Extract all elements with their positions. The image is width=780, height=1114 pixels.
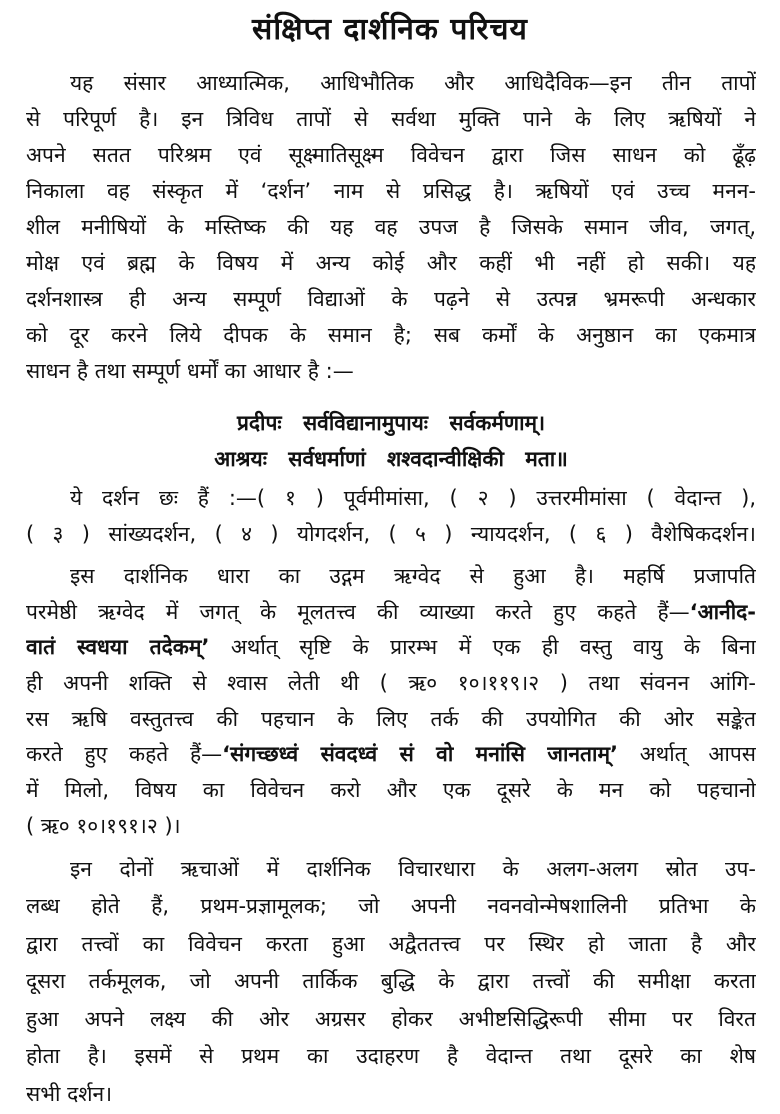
text-line: अपने सतत परिश्रम एवं सूक्ष्मातिसूक्ष्म विवेचन द्वारा जिस साधन को ढूँढ़ bbox=[26, 143, 756, 167]
text-line: इन दोनों ऋचाओं में दार्शनिक विचारधारा के अलग-अलग स्रोत उप- bbox=[70, 856, 756, 881]
text-segment: करते हुए कहते हैं— bbox=[26, 742, 223, 767]
text-line: रस ऋषि वस्तुतत्त्व की पहचान के लिए तर्क की उपयोगित की ओर सङ्केत bbox=[26, 706, 756, 731]
text-line: लब्ध होते हैं, प्रथम-प्रज्ञामूलक; जो अपनी नवनवोन्मेषशालिनी प्रतिभा के bbox=[26, 894, 756, 919]
quote-bold: ‘संगच्छध्वं संवदध्वं सं वो मनांसि जानताम्’ bbox=[222, 742, 618, 767]
text-line: में मिलो, विषय का विवेचन करो और एक दूसरे के मन को पहचानो bbox=[26, 778, 756, 803]
quote-bold: वातं स्वधया तदेकम्’ bbox=[26, 635, 210, 660]
text-line: ( ३ ) सांख्यदर्शन, ( ४ ) योगदर्शन, ( ५ ) न्यायदर्शन, ( ६ ) वैशेषिकदर्शन। bbox=[26, 522, 756, 546]
text-line bbox=[26, 630, 756, 666]
text-line: से परिपूर्ण है। इन त्रिविध तापों से सर्वथा मुक्ति पाने के लिए ऋषियों ने bbox=[26, 107, 756, 131]
page-title: संक्षिप्त दार्शनिक परिचय bbox=[252, 12, 528, 47]
paragraph-origin bbox=[0, 559, 780, 845]
text-segment: परमेष्ठी ऋग्वेद में जगत् के मूलतत्त्व की व्याख्या करते हुए कहते हैं— bbox=[26, 599, 690, 624]
text-line: शील मनीषियों के मस्तिष्क की यह वह उपज है जिसके समान जीव, जगत्, bbox=[26, 215, 756, 239]
text-segment: अर्थात् सृष्टि के प्रारम्भ में एक ही वस्तु वायु के बिना bbox=[209, 635, 756, 660]
text-line: हुआ अपने लक्ष्य की ओर अग्रसर होकर अभीष्टसिद्धिरूपी सीमा पर विरत bbox=[26, 1006, 756, 1031]
text-line: द्वारा तत्त्वों का विवेचन करता हुआ अद्वैततत्त्व पर स्थिर हो जाता है और bbox=[26, 931, 756, 956]
text-line: को दूर करने लिये दीपक के समान है; सब कर्मों के अनुष्ठान का एकमात्र bbox=[26, 323, 756, 347]
text-segment: अर्थात् आपस bbox=[618, 742, 756, 767]
text-line: दर्शनशास्त्र ही अन्य सम्पूर्ण विद्याओं के पढ़ने से उत्पन्न भ्रमरूपी अन्धकार bbox=[26, 287, 756, 311]
paragraph-two-streams bbox=[0, 851, 780, 1114]
text-line: यह संसार आध्यात्मिक, आधिभौतिक और आधिदैविक—इन तीन तापों bbox=[70, 71, 756, 95]
text-line: ( ऋ० १०।१९१।२ )। bbox=[26, 813, 181, 838]
paragraph-intro bbox=[0, 65, 780, 389]
text-line: इस दार्शनिक धारा का उद्गम ऋग्वेद से हुआ है। महर्षि प्रजापति bbox=[70, 564, 756, 588]
quote-bold: ‘आनीद- bbox=[689, 599, 756, 624]
text-line: सभी दर्शन। bbox=[26, 1082, 113, 1107]
text-line: साधन है तथा सम्पूर्ण धर्मों का आधार है :— bbox=[26, 359, 354, 383]
sanskrit-verse bbox=[0, 405, 780, 477]
text-line: मोक्ष एवं ब्रह्म के विषय में अन्य कोई और कहीं भी नहीं हो सकी। यह bbox=[26, 251, 756, 275]
text-line bbox=[26, 737, 756, 773]
text-line: ही अपनी शक्ति से श्वास लेती थी ( ऋ० १०।११९।२ ) तथा संवनन आंगि- bbox=[26, 671, 756, 696]
text-line: निकाला वह संस्कृत में ‘दर्शन’ नाम से प्रसिद्ध है। ऋषियों एवं उच्च मनन- bbox=[26, 179, 756, 203]
text-line bbox=[26, 595, 756, 631]
text-line: ये दर्शन छः हैं :—( १ ) पूर्वमीमांसा, ( २ ) उत्तरमीमांसा ( वेदान्त ), bbox=[70, 486, 756, 510]
text-line: दूसरा तर्कमूलक, जो अपनी तार्किक बुद्धि के द्वारा तत्त्वों की समीक्षा करता bbox=[26, 969, 756, 994]
verse-line: आश्रयः सर्वधर्माणां शश्वदान्वीक्षिकी मता॥ bbox=[214, 447, 568, 471]
verse-line: प्रदीपः सर्वविद्यानामुपायः सर्वकर्मणाम्। bbox=[236, 411, 546, 435]
paragraph-six-darshanas bbox=[0, 480, 780, 552]
text-line: होता है। इसमें से प्रथम का उदाहरण है वेदान्त तथा दूसरे का शेष bbox=[26, 1044, 756, 1069]
